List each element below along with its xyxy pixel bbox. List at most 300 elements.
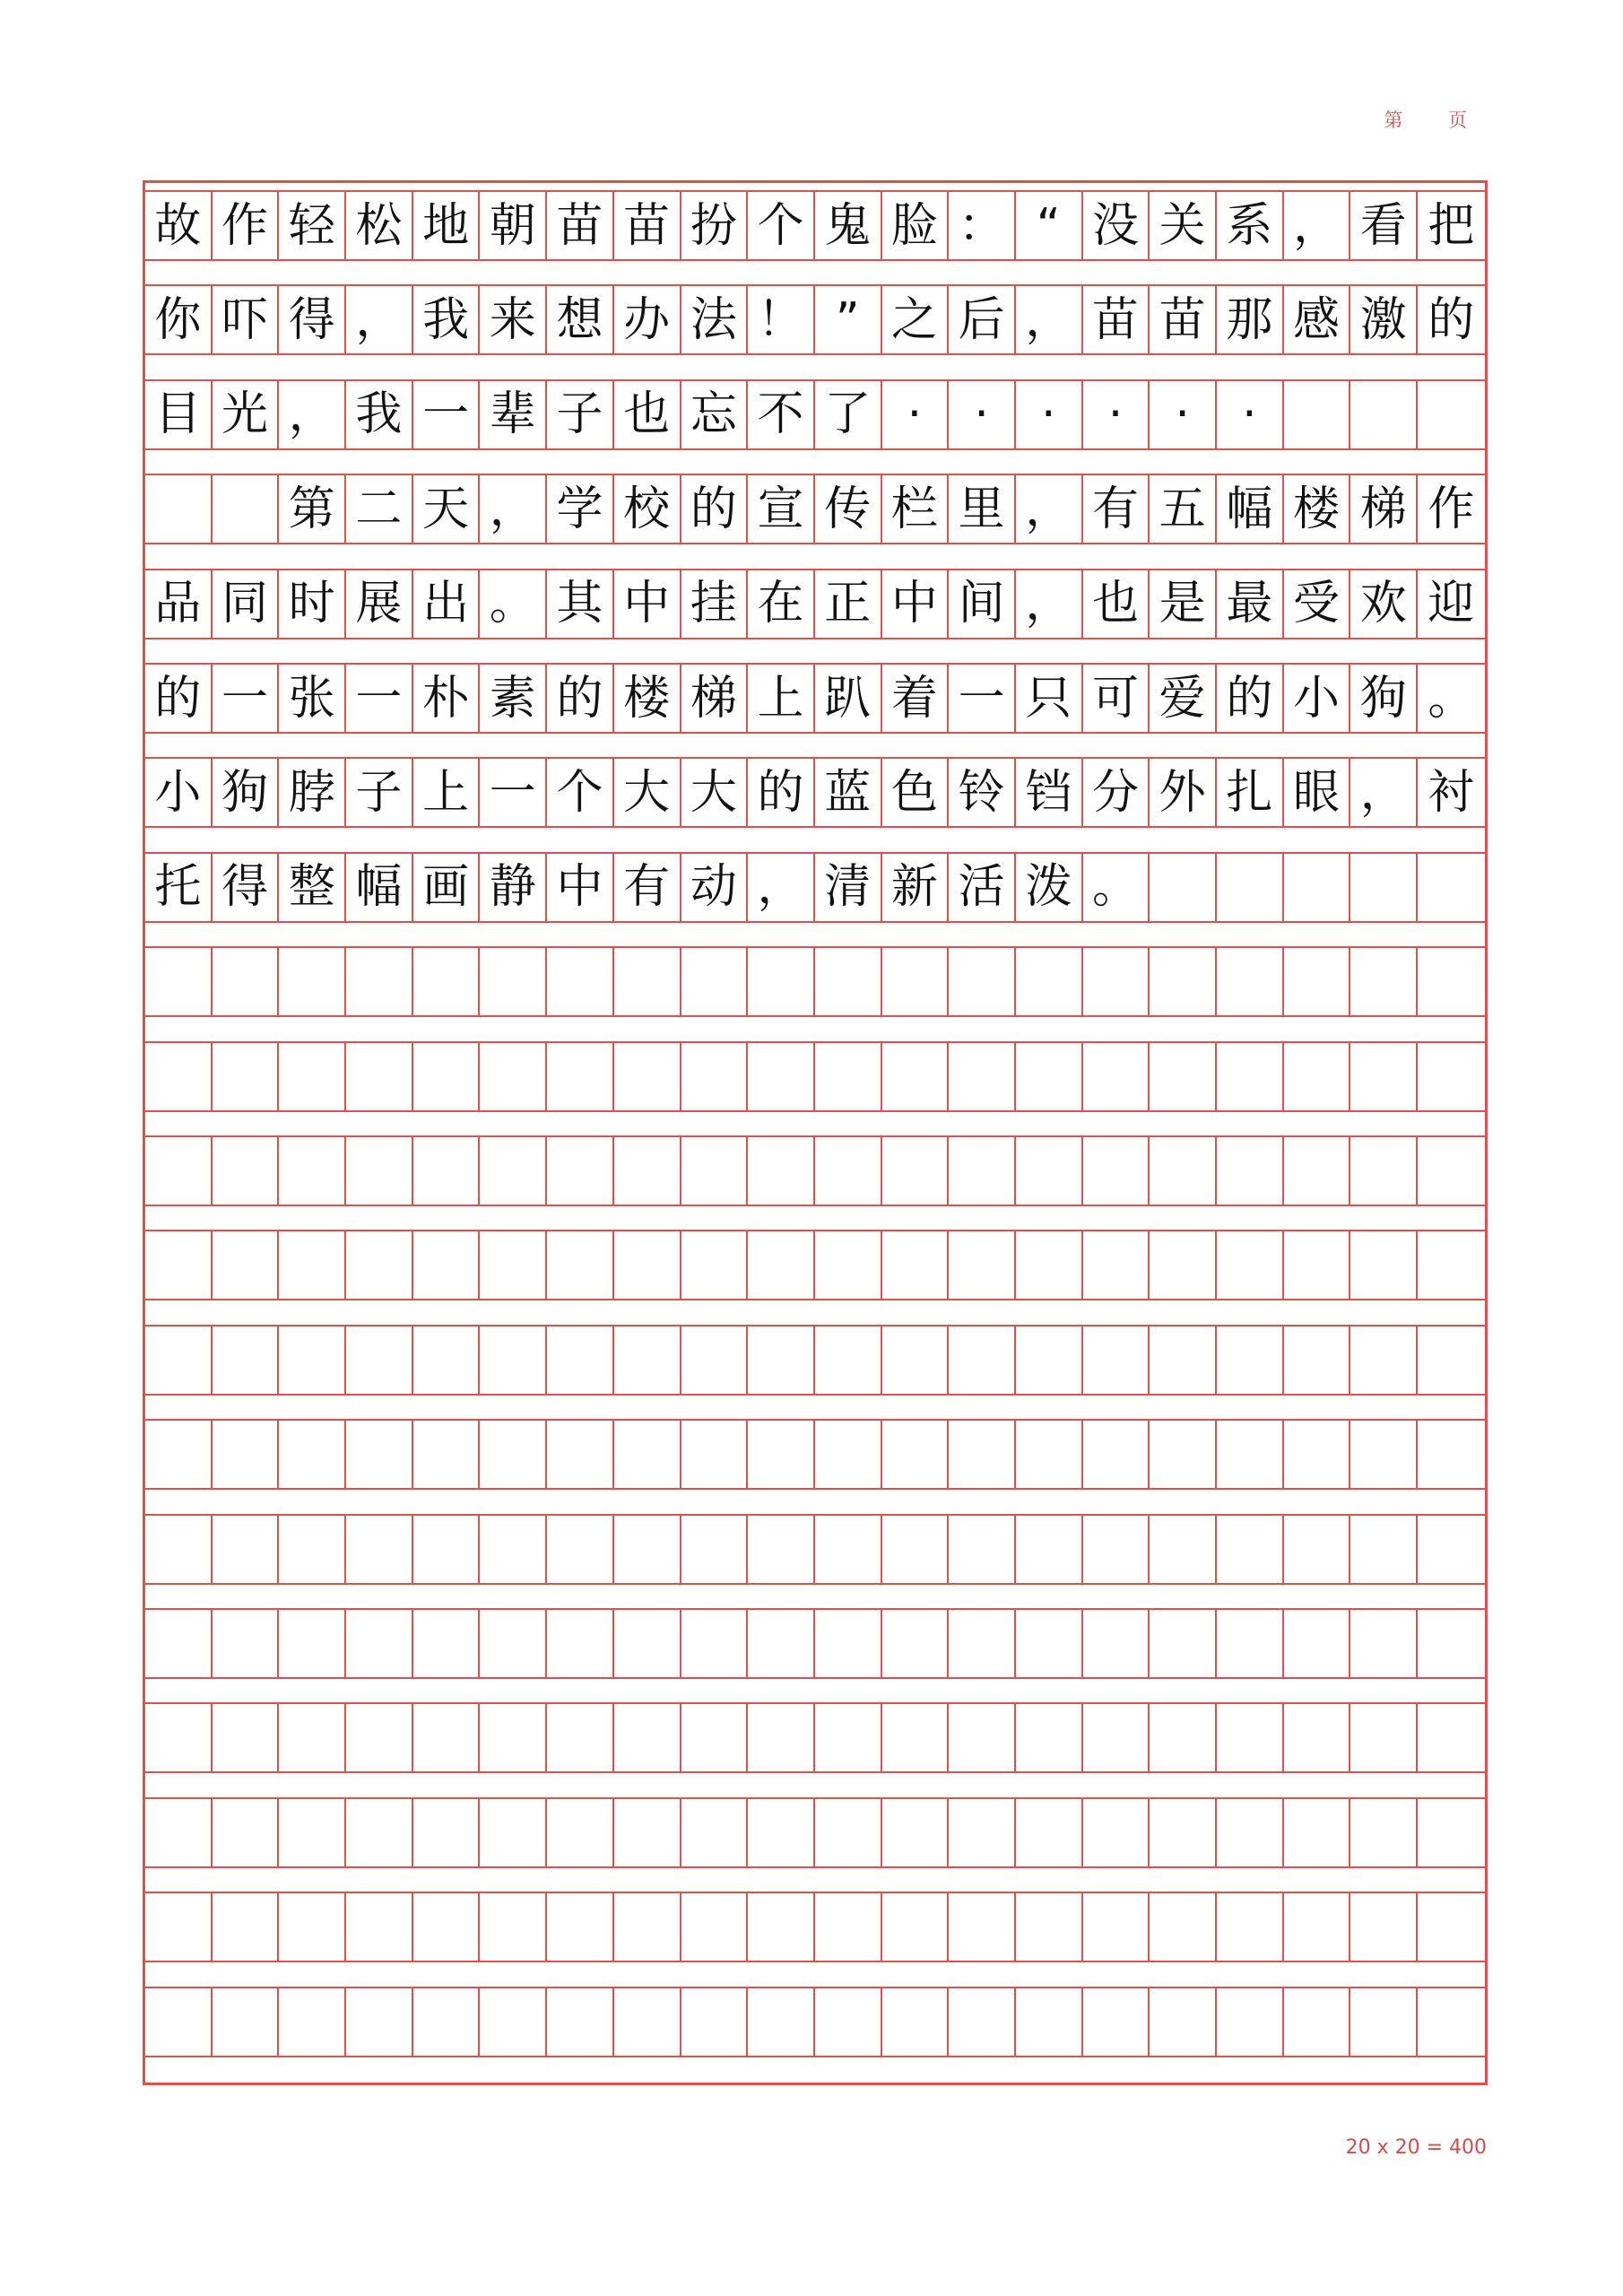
- grid-cell: [279, 1137, 346, 1205]
- grid-cell: [815, 1137, 882, 1205]
- grid-cell: [346, 1988, 413, 2056]
- grid-cell: [1016, 1893, 1083, 1961]
- grid-cell: [547, 1893, 614, 1961]
- grid-cell: 小: [145, 759, 213, 826]
- grid-cell: 激: [1350, 286, 1418, 353]
- grid-cell: 外: [1150, 759, 1217, 826]
- grid-row: [145, 1514, 1485, 1585]
- grid-cell: 张: [279, 665, 346, 732]
- grid-cell: 眼: [1284, 759, 1351, 826]
- grid-cell: [145, 475, 213, 543]
- grid-cell: [882, 1231, 950, 1299]
- grid-row: [145, 757, 1485, 828]
- grid-cell: [413, 1516, 481, 1583]
- grid-cell: [681, 1704, 749, 1771]
- grid-cell: [1150, 1893, 1217, 1961]
- grid-cell: 铃: [949, 759, 1016, 826]
- grid-cell: 忘: [681, 381, 749, 448]
- grid-cell: [882, 1326, 950, 1394]
- grid-cell: 其: [547, 570, 614, 638]
- grid-cell: [1083, 948, 1150, 1015]
- grid-cell: [1284, 1704, 1351, 1771]
- grid-cell: [1083, 1610, 1150, 1677]
- grid-cell: [1083, 1799, 1150, 1866]
- grid-cell: [145, 1610, 213, 1677]
- grid-cell: [279, 1516, 346, 1583]
- grid-cell: 的: [1217, 665, 1284, 732]
- grid-cell: [1418, 948, 1485, 1015]
- grid-cell: [1150, 1988, 1217, 2056]
- grid-row: [145, 1230, 1485, 1300]
- grid-cell: [1150, 1799, 1217, 1866]
- grid-cell: [949, 1326, 1016, 1394]
- grid-cell: [748, 1610, 815, 1677]
- grid-cell: 展: [346, 570, 413, 638]
- grid-cell: [1150, 1043, 1217, 1110]
- grid-cell: 一: [413, 381, 481, 448]
- grid-cell: [748, 1704, 815, 1771]
- grid-cell: [748, 1988, 815, 2056]
- grid-row: [145, 946, 1485, 1017]
- grid-cell: 没: [1083, 192, 1150, 259]
- grid-cell: 看: [1350, 192, 1418, 259]
- grid-cell: 地: [413, 192, 481, 259]
- grid-row: [145, 1702, 1485, 1773]
- grid-cell: [547, 1137, 614, 1205]
- grid-cell: [1083, 1043, 1150, 1110]
- grid-cell: [480, 1988, 547, 2056]
- grid-cell: 故: [145, 192, 213, 259]
- grid-cell: [1083, 1421, 1150, 1488]
- grid-cell: [1150, 1326, 1217, 1394]
- grid-cell: [1350, 1893, 1418, 1961]
- grid-cell: [480, 1704, 547, 1771]
- grid-row: [145, 852, 1485, 923]
- grid-cell: 宣: [748, 475, 815, 543]
- grid-cell: [1217, 1799, 1284, 1866]
- grid-cell: [145, 1231, 213, 1299]
- grid-cell: [1284, 1043, 1351, 1110]
- grid-cell: 活: [949, 854, 1016, 921]
- grid-cell: 学: [547, 475, 614, 543]
- grid-cell: [1284, 1326, 1351, 1394]
- grid-cell: 幅: [1217, 475, 1284, 543]
- grid-cell: 一: [213, 665, 280, 732]
- grid-cell: 栏: [882, 475, 950, 543]
- grid-cell: [413, 1043, 481, 1110]
- grid-cell: 朴: [413, 665, 481, 732]
- grid-cell: [882, 1516, 950, 1583]
- grid-cell: 了: [815, 381, 882, 448]
- grid-cell: [145, 948, 213, 1015]
- grid-cell: [949, 948, 1016, 1015]
- grid-cell: [1016, 1043, 1083, 1110]
- grid-cell: 中: [882, 570, 950, 638]
- grid-cell: [547, 1516, 614, 1583]
- grid-cell: [213, 1421, 280, 1488]
- grid-cell: 。: [480, 570, 547, 638]
- grid-cell: 得: [279, 286, 346, 353]
- grid-cell: 托: [145, 854, 213, 921]
- grid-cell: [1016, 1231, 1083, 1299]
- grid-cell: [480, 1231, 547, 1299]
- grid-cell: [949, 1516, 1016, 1583]
- grid-cell: [1350, 1326, 1418, 1394]
- grid-cell: 出: [413, 570, 481, 638]
- grid-cell: [1418, 854, 1485, 921]
- grid-cell: 在: [748, 570, 815, 638]
- grid-cell: [815, 1231, 882, 1299]
- grid-cell: 的: [547, 665, 614, 732]
- grid-cell: 法: [681, 286, 749, 353]
- grid-cell: [145, 1704, 213, 1771]
- grid-cell: [413, 1893, 481, 1961]
- grid-cell: [882, 1988, 950, 2056]
- grid-cell: [1418, 1043, 1485, 1110]
- grid-cell: [480, 1610, 547, 1677]
- grid-cell: 迎: [1428, 577, 1475, 631]
- grid-cell: [413, 948, 481, 1015]
- grid-cell: [413, 1799, 481, 1866]
- grid-cell: 一: [480, 759, 547, 826]
- grid-cell: [346, 1231, 413, 1299]
- grid-cell: [882, 1893, 950, 1961]
- grid-cell: [547, 1610, 614, 1677]
- grid-cell: ·: [1083, 381, 1150, 448]
- grid-cell: 松: [346, 192, 413, 259]
- grid-cell: 扎: [1217, 759, 1284, 826]
- grid-cell: [882, 1610, 950, 1677]
- grid-row: [145, 569, 1485, 639]
- grid-cell: ，: [1016, 475, 1083, 543]
- grid-cell: 上: [413, 759, 481, 826]
- grid-cell: [413, 1988, 481, 2056]
- grid-cell: 大: [681, 759, 749, 826]
- grid-cell: 子: [547, 381, 614, 448]
- grid-cell: 上: [748, 665, 815, 732]
- grid-cell: [1350, 1231, 1418, 1299]
- grid-cell: 辈: [480, 381, 547, 448]
- grid-cell: 不: [748, 381, 815, 448]
- grid-cell: [681, 1988, 749, 2056]
- grid-row: [145, 474, 1485, 544]
- grid-cell: 校: [614, 475, 681, 543]
- grid-cell: [1217, 1326, 1284, 1394]
- grid-cell: [1150, 1137, 1217, 1205]
- grid-cell: 的: [681, 475, 749, 543]
- grid-cell: [815, 1516, 882, 1583]
- grid-cell: [815, 1421, 882, 1488]
- grid-cell: [1083, 1893, 1150, 1961]
- grid-cell: 蓝: [815, 759, 882, 826]
- grid-cell: 间: [949, 570, 1016, 638]
- composition-grid: [143, 180, 1488, 2085]
- grid-cell: ·: [1150, 381, 1217, 448]
- grid-cell: 最: [1217, 570, 1284, 638]
- grid-cell: [1350, 1137, 1418, 1205]
- grid-cell: [480, 1043, 547, 1110]
- grid-cell: [1217, 1043, 1284, 1110]
- grid-cell: [1418, 1421, 1485, 1488]
- grid-cell: 一: [346, 665, 413, 732]
- grid-cell: 关: [1150, 192, 1217, 259]
- grid-cell: [1350, 1421, 1418, 1488]
- grid-cell: [681, 1231, 749, 1299]
- grid-cell: 二: [346, 475, 413, 543]
- grid-cell: 后: [949, 286, 1016, 353]
- grid-cell: [681, 1610, 749, 1677]
- grid-cell: 是: [1150, 570, 1217, 638]
- grid-cell: 脸: [882, 192, 950, 259]
- grid-cell: [815, 1893, 882, 1961]
- grid-cell: 着: [882, 665, 950, 732]
- grid-cell: [614, 948, 681, 1015]
- grid-row: [145, 190, 1485, 261]
- grid-cell: [346, 1421, 413, 1488]
- grid-cell: 鬼: [815, 192, 882, 259]
- grid-cell: [1284, 1799, 1351, 1866]
- grid-cell: [1083, 1231, 1150, 1299]
- grid-cell: 你: [145, 286, 213, 353]
- grid-cell: [882, 948, 950, 1015]
- grid-cell: [213, 948, 280, 1015]
- grid-cell: [1083, 1326, 1150, 1394]
- grid-cell: [547, 1231, 614, 1299]
- grid-cell: [1016, 1704, 1083, 1771]
- grid-cell: [815, 1704, 882, 1771]
- grid-cell: [614, 1231, 681, 1299]
- grid-cell: [1284, 381, 1351, 448]
- grid-cell: [1016, 1326, 1083, 1394]
- grid-row: [145, 379, 1485, 450]
- grid-cell: [213, 1988, 280, 2056]
- grid-cell: [547, 948, 614, 1015]
- grid-cell: [1150, 1516, 1217, 1583]
- grid-cell: 铛: [1016, 759, 1083, 826]
- grid-cell: [815, 948, 882, 1015]
- grid-cell: [1150, 854, 1217, 921]
- grid-cell: [1418, 1326, 1485, 1394]
- grid-cell: 素: [480, 665, 547, 732]
- grid-cell: [346, 1704, 413, 1771]
- grid-cell: 有: [614, 854, 681, 921]
- grid-cell: [279, 1799, 346, 1866]
- grid-cell: [614, 1893, 681, 1961]
- grid-cell: [547, 1704, 614, 1771]
- grid-cell: 清: [815, 854, 882, 921]
- grid-cell: 泼: [1016, 854, 1083, 921]
- grid-cell: 系: [1217, 192, 1284, 259]
- grid-cell: [1350, 1799, 1418, 1866]
- grid-row: [145, 1892, 1485, 1962]
- grid-cell: [213, 1326, 280, 1394]
- grid-cell: [1418, 1516, 1485, 1583]
- grid-cell: [145, 1516, 213, 1583]
- grid-cell: [614, 1516, 681, 1583]
- grid-cell: ·: [949, 381, 1016, 448]
- grid-cell: [949, 1893, 1016, 1961]
- grid-cell: [681, 1799, 749, 1866]
- grid-cell: [1418, 1799, 1485, 1866]
- grid-cell: [614, 1421, 681, 1488]
- grid-cell: [949, 1231, 1016, 1299]
- grid-cell: 第: [279, 475, 346, 543]
- grid-cell: [1016, 1516, 1083, 1583]
- grid-cell: ”: [815, 286, 882, 353]
- grid-cell: [213, 1799, 280, 1866]
- grid-cell: [1150, 1704, 1217, 1771]
- grid-cell: [882, 1137, 950, 1205]
- grid-cell: [413, 1421, 481, 1488]
- grid-cell: [1418, 381, 1485, 448]
- grid-cell: [748, 1326, 815, 1394]
- grid-cell: 也: [614, 381, 681, 448]
- grid-cell: [279, 1043, 346, 1110]
- grid-cell: [748, 948, 815, 1015]
- grid-cell: [1016, 948, 1083, 1015]
- grid-cell: 目: [145, 381, 213, 448]
- grid-cell: 有: [1083, 475, 1150, 543]
- grid-cell: 狗: [213, 759, 280, 826]
- grid-cell: [1284, 1137, 1351, 1205]
- grid-cell: [279, 1988, 346, 2056]
- grid-cell: ：: [949, 192, 1016, 259]
- grid-cell: 的: [1428, 292, 1475, 347]
- grid-cell: 梯: [681, 665, 749, 732]
- grid-cell: 趴: [815, 665, 882, 732]
- grid-cell: 之: [882, 286, 950, 353]
- grid-cell: [1150, 1610, 1217, 1677]
- grid-cell: [1016, 1988, 1083, 2056]
- grid-cell: [815, 1610, 882, 1677]
- grid-cell: [949, 1421, 1016, 1488]
- grid-cell: [815, 1799, 882, 1866]
- grid-cell: 我: [346, 381, 413, 448]
- grid-cell: [614, 1610, 681, 1677]
- grid-cell: [413, 1137, 481, 1205]
- grid-cell: [1350, 1043, 1418, 1110]
- grid-cell: [1217, 1610, 1284, 1677]
- grid-cell: [213, 1043, 280, 1110]
- grid-cell: [1350, 854, 1418, 921]
- grid-cell: [1284, 1231, 1351, 1299]
- grid-cell: [1083, 1704, 1150, 1771]
- grid-cell: 时: [279, 570, 346, 638]
- grid-cell: 楼: [1284, 475, 1351, 543]
- grid-cell: [614, 1043, 681, 1110]
- grid-cell: [279, 1610, 346, 1677]
- grid-cell: [1284, 854, 1351, 921]
- grid-cell: [1284, 1421, 1351, 1488]
- grid-cell: 只: [1016, 665, 1083, 732]
- grid-cell: 个: [547, 759, 614, 826]
- grid-cell: [1350, 381, 1418, 448]
- grid-cell: [547, 1326, 614, 1394]
- grid-cell: [815, 1326, 882, 1394]
- grid-cell: [882, 1704, 950, 1771]
- grid-cell: [145, 1421, 213, 1488]
- grid-cell: [1350, 1988, 1418, 2056]
- grid-cell: [882, 1043, 950, 1110]
- grid-cell: 的: [748, 759, 815, 826]
- grid-cell: ·: [1016, 381, 1083, 448]
- grid-cell: 扮: [681, 192, 749, 259]
- grid-cell: [480, 1893, 547, 1961]
- grid-cell: [346, 1137, 413, 1205]
- grid-cell: “: [1016, 192, 1083, 259]
- grid-cell: [614, 1799, 681, 1866]
- grid-cell: [1217, 1893, 1284, 1961]
- grid-cell: [1083, 1988, 1150, 2056]
- grid-cell: ，: [279, 381, 346, 448]
- grid-cell: ！: [748, 286, 815, 353]
- grid-cell: 爱: [1150, 665, 1217, 732]
- grid-cell: [145, 1137, 213, 1205]
- grid-cell: 小: [1284, 665, 1351, 732]
- grid-row: [145, 1987, 1485, 2057]
- grid-cell: [614, 1988, 681, 2056]
- grid-cell: [1418, 1231, 1485, 1299]
- grid-cell: 。: [1083, 854, 1150, 921]
- grid-cell: [213, 1516, 280, 1583]
- grid-cell: [1217, 1137, 1284, 1205]
- grid-cell: [1150, 1231, 1217, 1299]
- grid-cell: [1418, 1893, 1485, 1961]
- grid-cell: [1350, 1610, 1418, 1677]
- grid-cell: 狗: [1350, 665, 1418, 732]
- grid-cell: 受: [1284, 570, 1351, 638]
- grid-cell: [882, 1421, 950, 1488]
- grid-cell: [1083, 1516, 1150, 1583]
- grid-cell: 挂: [681, 570, 749, 638]
- grid-cell: [1418, 1704, 1485, 1771]
- grid-cell: [1217, 1988, 1284, 2056]
- grid-cell: [748, 1137, 815, 1205]
- grid-cell: [748, 1799, 815, 1866]
- grid-cell: 天: [413, 475, 481, 543]
- grid-cell: [480, 1326, 547, 1394]
- grid-cell: 可: [1083, 665, 1150, 732]
- grid-cell: ，: [346, 286, 413, 353]
- grid-cell: [279, 1704, 346, 1771]
- grid-cell: [346, 1893, 413, 1961]
- grid-cell: [1418, 1988, 1485, 2056]
- grid-cell: 色: [882, 759, 950, 826]
- grid-cell: 大: [614, 759, 681, 826]
- grid-cell: 分: [1083, 759, 1150, 826]
- grid-row: [145, 1325, 1485, 1396]
- grid-cell: [346, 1043, 413, 1110]
- grid-cell: [815, 1043, 882, 1110]
- grid-cell: [547, 1988, 614, 2056]
- grid-cell: 正: [815, 570, 882, 638]
- grid-cell: [1016, 1421, 1083, 1488]
- grid-cell: 也: [1083, 570, 1150, 638]
- grid-row: [145, 663, 1485, 734]
- grid-cell: [213, 1610, 280, 1677]
- grid-cell: 同: [213, 570, 280, 638]
- grid-cell: [547, 1799, 614, 1866]
- grid-cell: [547, 1421, 614, 1488]
- grid-cell: [1284, 948, 1351, 1015]
- grid-cell: [1284, 1610, 1351, 1677]
- grid-cell: 五: [1150, 475, 1217, 543]
- grid-cell: [949, 1137, 1016, 1205]
- grid-cell: 那: [1217, 286, 1284, 353]
- grid-cell: [1284, 1893, 1351, 1961]
- grid-cell: ，: [748, 854, 815, 921]
- grid-cell: 梯: [1350, 475, 1418, 543]
